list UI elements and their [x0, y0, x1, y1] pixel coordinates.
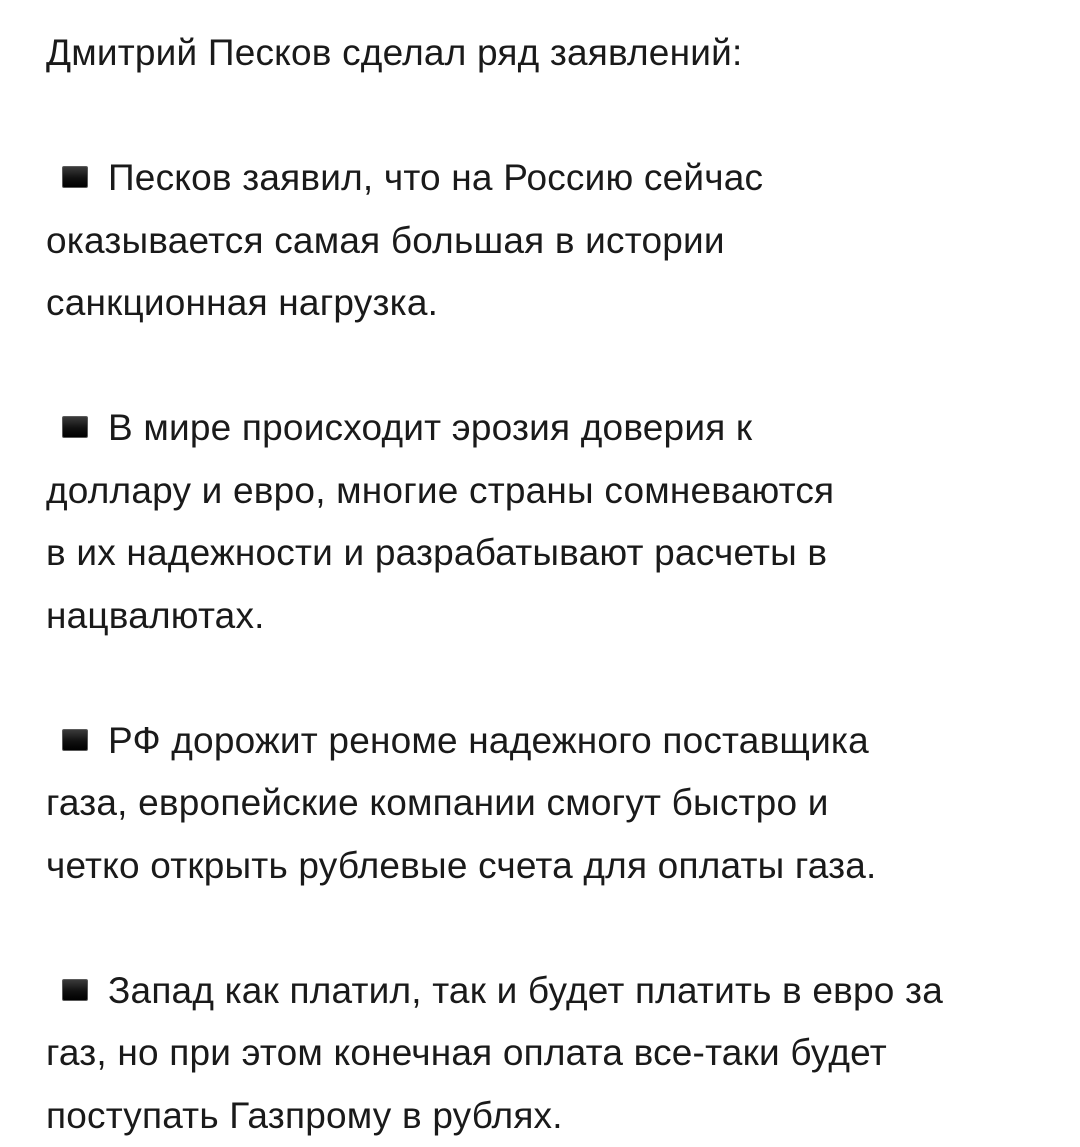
spacer — [46, 85, 1056, 148]
statement-first-line — [46, 147, 1056, 210]
statement-text: Запад как платил, так и будет платить в евро за — [108, 970, 943, 1011]
statement-text: четко открыть рублевые счета для оплаты газа. — [46, 835, 1056, 898]
post-body — [46, 22, 1056, 1147]
statement-text: в их надежности и разрабатывают расчеты в — [46, 522, 1056, 585]
post-title: Дмитрий Песков сделал ряд заявлений: — [46, 22, 1056, 85]
statement-text: В мире происходит эрозия доверия к — [108, 407, 752, 448]
statement-text: газа, европейские компании смогут быстро и — [46, 772, 1056, 835]
statement-1 — [46, 147, 1056, 335]
statement-text: поступать Газпрому в рублях. — [46, 1085, 1056, 1147]
statement-first-line — [46, 710, 1056, 773]
spacer — [46, 897, 1056, 960]
statement-first-line — [46, 960, 1056, 1023]
spacer — [46, 647, 1056, 710]
black-small-square-icon — [62, 729, 88, 751]
spacer — [46, 335, 1056, 398]
statement-text: газ, но при этом конечная оплата все-таки будет — [46, 1022, 1056, 1085]
black-small-square-icon — [62, 979, 88, 1001]
statement-text: нацвалютах. — [46, 585, 1056, 648]
black-small-square-icon — [62, 166, 88, 188]
black-small-square-icon — [62, 416, 88, 438]
statement-4 — [46, 960, 1056, 1147]
statement-text: РФ дорожит реноме надежного поставщика — [108, 720, 869, 761]
statement-text: санкционная нагрузка. — [46, 272, 1056, 335]
statement-text: доллару и евро, многие страны сомневаются — [46, 460, 1056, 523]
statement-3 — [46, 710, 1056, 898]
statement-first-line — [46, 397, 1056, 460]
statement-2 — [46, 397, 1056, 647]
statement-text: Песков заявил, что на Россию сейчас — [108, 157, 763, 198]
statement-text: оказывается самая большая в истории — [46, 210, 1056, 273]
